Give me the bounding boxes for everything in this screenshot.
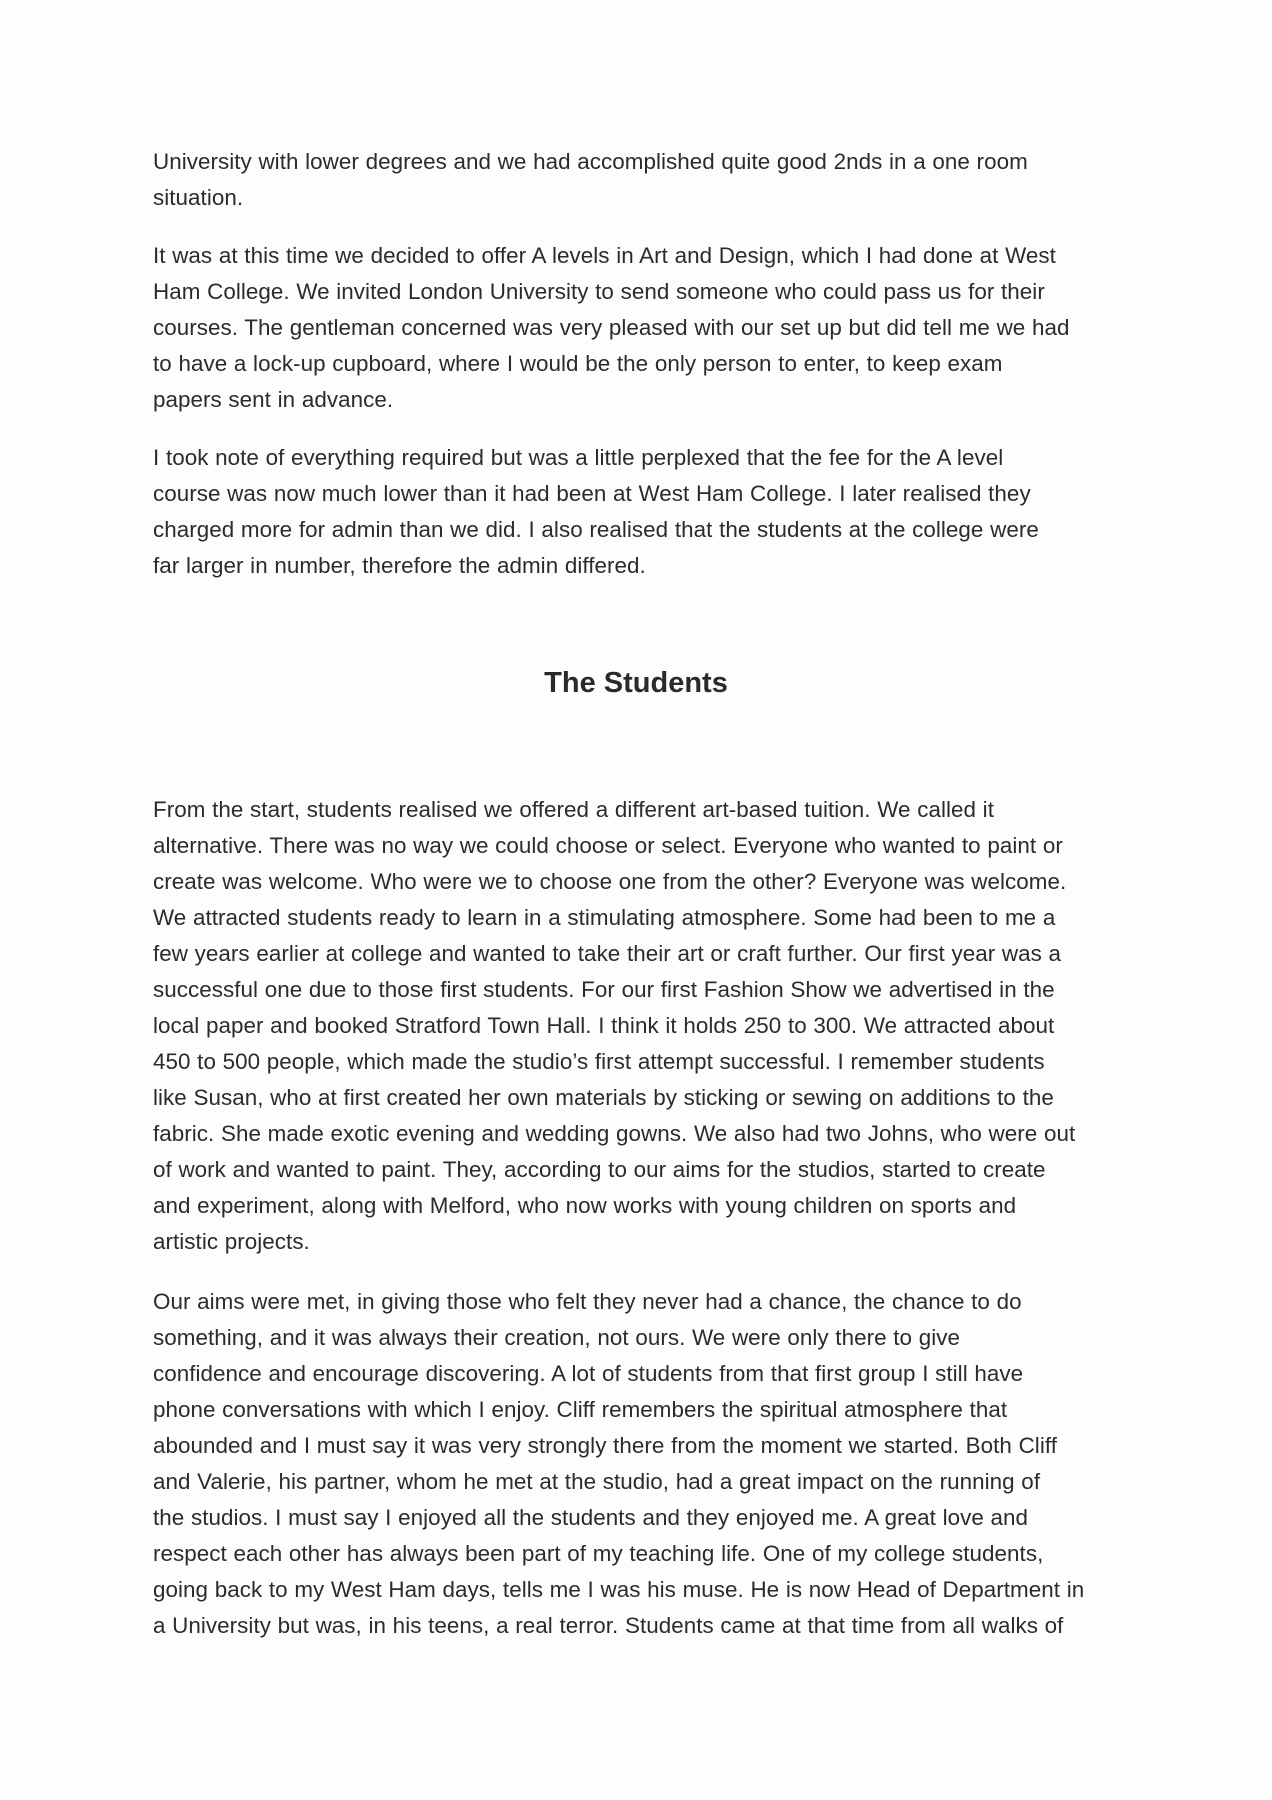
text-line: charged more for admin than we did. I also realised that the students at the college were [153, 517, 1039, 542]
section-heading: The Students [544, 667, 728, 699]
text-line: We attracted students ready to learn in a stimulating atmosphere. Some had been to me a [153, 905, 1056, 930]
text-line: successful one due to those first students. For our first Fashion Show we advertised in the [153, 977, 1055, 1002]
text-line: fabric. She made exotic evening and wedding gowns. We also had two Johns, who were out [153, 1121, 1076, 1146]
text-line: Ham College. We invited London University to send someone who could pass us for their [153, 279, 1045, 304]
text-line: courses. The gentleman concerned was very pleased with our set up but did tell me we had [153, 315, 1070, 340]
text-line: From the start, students realised we offered a different art-based tuition. We called it [153, 797, 994, 822]
text-line: papers sent in advance. [153, 387, 394, 412]
text-line: respect each other has always been part of my teaching life. One of my college students, [153, 1541, 1044, 1566]
text-line: confidence and encourage discovering. A lot of students from that first group I still have [153, 1361, 1024, 1386]
text-line: phone conversations with which I enjoy. Cliff remembers the spiritual atmosphere that [153, 1397, 1008, 1422]
text-line: situation. [153, 185, 244, 210]
text-line: abounded and I must say it was very strongly there from the moment we started. Both Cliff [153, 1433, 1057, 1458]
text-line: few years earlier at college and wanted to take their art or craft further. Our first year was a [153, 941, 1062, 966]
text-line: like Susan, who at first created her own materials by sticking or sewing on additions to the [153, 1085, 1054, 1110]
text-line: create was welcome. Who were we to choose one from the other? Everyone was welcome. [153, 869, 1067, 894]
text-line: local paper and booked Stratford Town Hall. I think it holds 250 to 300. We attracted about [153, 1013, 1055, 1038]
paragraph-1 [153, 144, 1138, 216]
text-line: alternative. There was no way we could choose or select. Everyone who wanted to paint or [153, 833, 1063, 858]
text-line: It was at this time we decided to offer A levels in Art and Design, which I had done at West [153, 243, 1056, 268]
text-line: artistic projects. [153, 1229, 310, 1254]
text-line: Our aims were met, in giving those who felt they never had a chance, the chance to do [153, 1289, 1022, 1314]
text-line: far larger in number, therefore the admin differed. [153, 553, 646, 578]
paragraph-2 [153, 238, 1138, 418]
paragraph-4 [153, 792, 1138, 1260]
text-line: I took note of everything required but was a little perplexed that the fee for the A level [153, 445, 1004, 470]
text-line: the studios. I must say I enjoyed all the students and they enjoyed me. A great love and [153, 1505, 1029, 1530]
text-line: and experiment, along with Melford, who now works with young children on sports and [153, 1193, 1017, 1218]
paragraph-5 [153, 1284, 1138, 1644]
text-line: of work and wanted to paint. They, according to our aims for the studios, started to create [153, 1157, 1046, 1182]
paragraph-3 [153, 440, 1138, 584]
text-line: course was now much lower than it had been at West Ham College. I later realised they [153, 481, 1031, 506]
text-line: to have a lock-up cupboard, where I would be the only person to enter, to keep exam [153, 351, 1003, 376]
text-line: 450 to 500 people, which made the studio’s first attempt successful. I remember students [153, 1049, 1045, 1074]
text-line: a University but was, in his teens, a real terror. Students came at that time from all walks of [153, 1613, 1064, 1638]
text-line: University with lower degrees and we had accomplished quite good 2nds in a one room [153, 149, 1028, 174]
text-line: and Valerie, his partner, whom he met at the studio, had a great impact on the running of [153, 1469, 1041, 1494]
text-line: something, and it was always their creation, not ours. We were only there to give [153, 1325, 960, 1350]
text-line: going back to my West Ham days, tells me I was his muse. He is now Head of Department in [153, 1577, 1085, 1602]
